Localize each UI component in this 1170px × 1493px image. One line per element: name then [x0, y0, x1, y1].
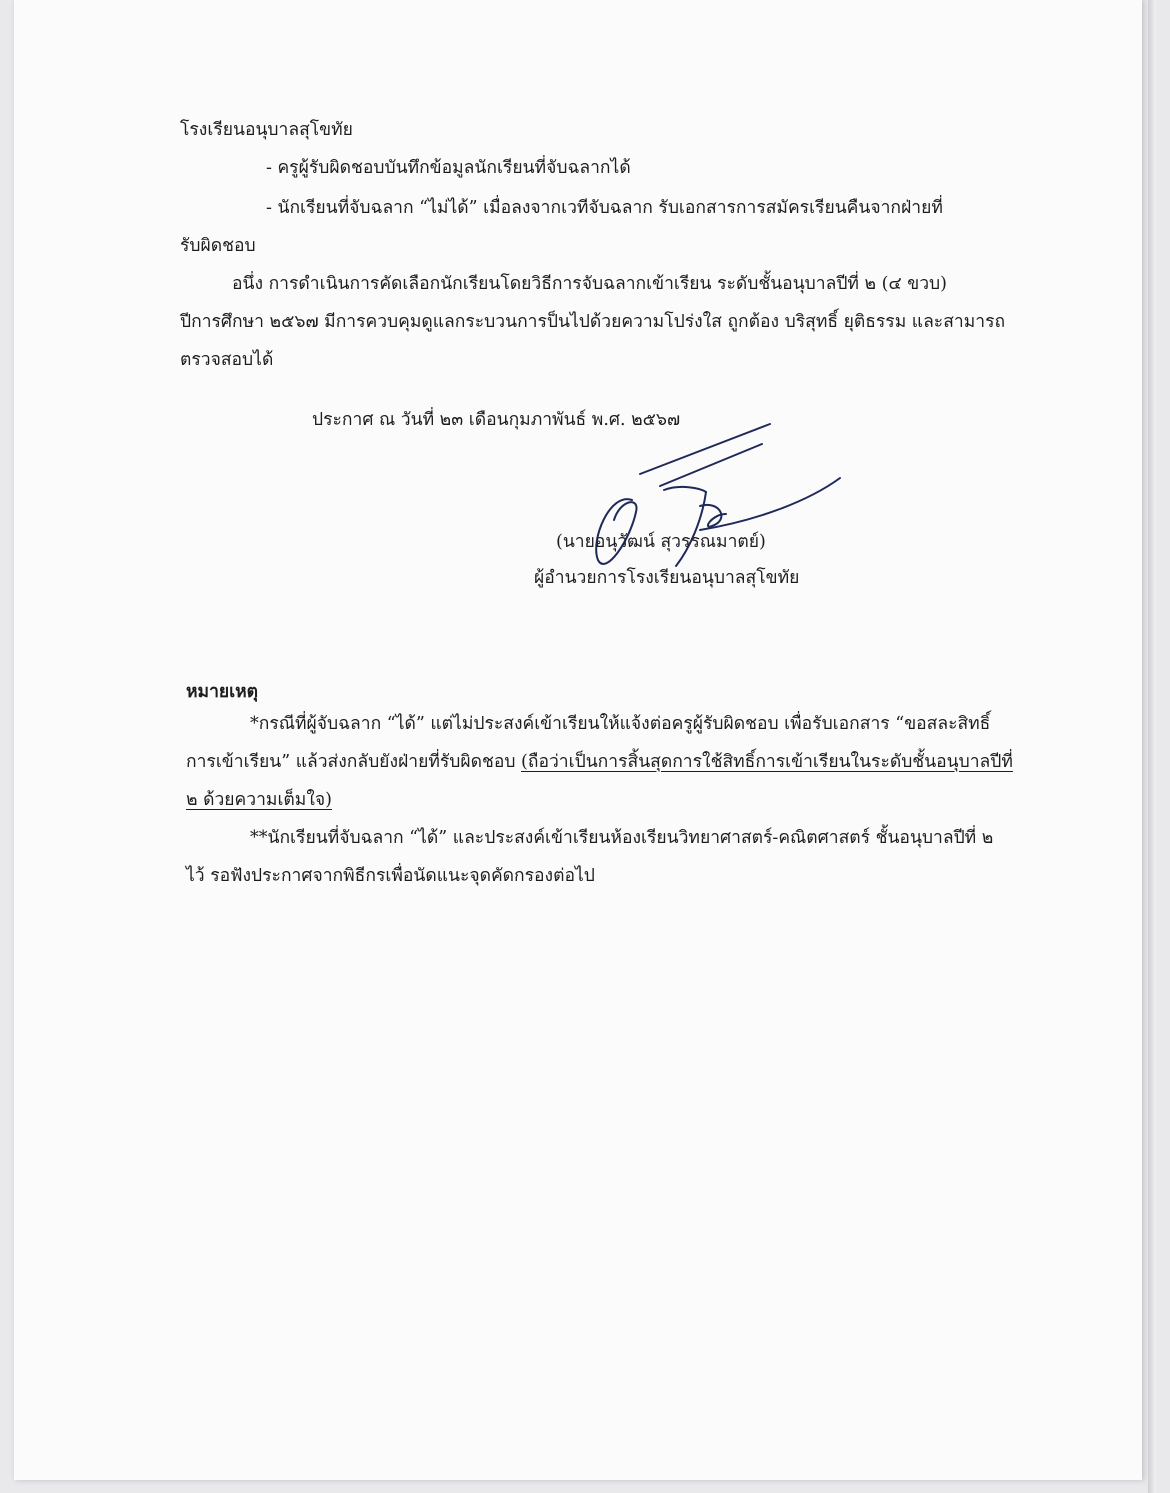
note1-line1: *กรณีที่ผู้จับฉลาก “ได้” แต่ไม่ประสงค์เข้าเรียนให้แจ้งต่อครูผู้รับผิดชอบ เพื่อรับเอกสาร “ขอสละสิทธิ์ — [250, 714, 991, 734]
note1-line2 — [186, 754, 1013, 772]
bullet-not-drawn-line1: - นักเรียนที่จับฉลาก “ไม่ได้” เมื่อลงจากเวทีจับฉลาก รับเอกสารการสมัครเรียนคืนจากฝ่ายที่ — [266, 198, 943, 218]
note1-line2-underlined: (ถือว่าเป็นการสิ้นสุดการใช้สิทธิ์การเข้าเรียนในระดับชั้นอนุบาลปีที่ — [521, 752, 1013, 772]
bullet-not-drawn-line2: รับผิดชอบ — [180, 236, 256, 256]
signer-name: (นายอนุวัฒน์ สุวรรณมาตย์) — [556, 532, 766, 552]
page-edge — [1148, 0, 1156, 1493]
paragraph-line3: ตรวจสอบได้ — [180, 350, 274, 370]
document-page — [14, 0, 1142, 1480]
note1-line2-text: การเข้าเรียน” แล้วส่งกลับยังฝ่ายที่รับผิดชอบ — [186, 752, 522, 772]
paragraph-line2: ปีการศึกษา ๒๕๖๗ มีการควบคุมดูแลกระบวนการป็นไปด้วยความโปร่งใส ถูกต้อง บริสุทธิ์ ยุติธรรม และสามารถ — [180, 312, 1006, 332]
signer-title: ผู้อำนวยการโรงเรียนอนุบาลสุโขทัย — [534, 568, 800, 588]
announcement-date: ประกาศ ณ วันที่ ๒๓ เดือนกุมภาพันธ์ พ.ศ. ๒๕๖๗ — [312, 410, 681, 430]
note2-line1: **นักเรียนที่จับฉลาก “ได้” และประสงค์เข้าเรียนห้องเรียนวิทยาศาสตร์-คณิตศาสตร์ ชั้นอนุบาลปีที่ ๒ — [250, 828, 994, 848]
school-heading: โรงเรียนอนุบาลสุโขทัย — [180, 120, 353, 140]
paragraph-line1: อนึ่ง การดำเนินการคัดเลือกนักเรียนโดยวิธีการจับฉลากเข้าเรียน ระดับชั้นอนุบาลปีที่ ๒ (๔ ขวบ) — [232, 274, 947, 294]
bullet-teacher-record: - ครูผู้รับผิดชอบบันทึกข้อมูลนักเรียนที่จับฉลากได้ — [266, 158, 631, 178]
remark-heading: หมายเหตุ — [186, 682, 259, 702]
note2-line2: ไว้ รอฟังประกาศจากพิธีกรเพื่อนัดแนะจุดคัดกรองต่อไป — [186, 866, 595, 886]
note1-line3: ๒ ด้วยความเต็มใจ) — [186, 790, 332, 810]
